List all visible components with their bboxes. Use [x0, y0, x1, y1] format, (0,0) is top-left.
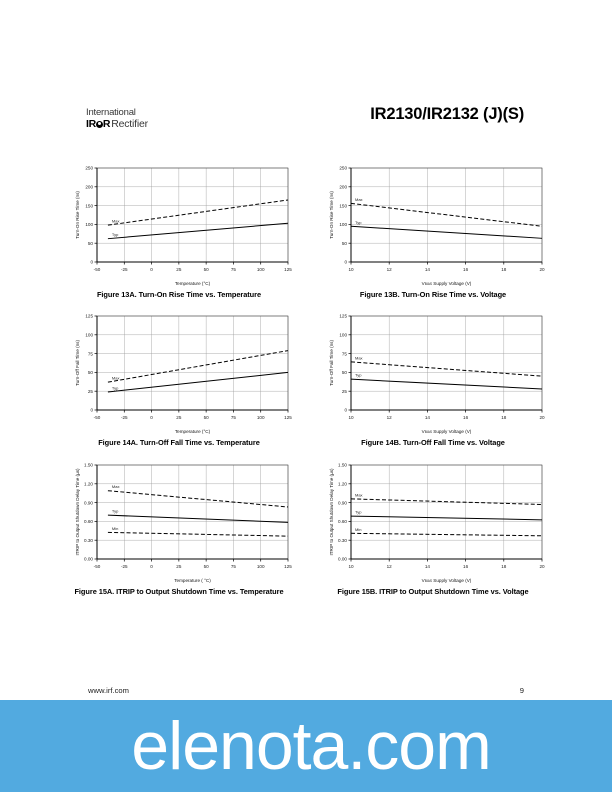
svg-text:Typ: Typ [111, 232, 119, 238]
svg-text:10: 10 [348, 415, 354, 421]
figure-caption: Figure 13A. Turn-On Rise Time vs. Temperature [96, 290, 262, 299]
svg-text:Max: Max [355, 491, 363, 497]
svg-text:Typ: Typ [355, 219, 362, 225]
svg-text:18: 18 [501, 267, 507, 272]
svg-text:0.00: 0.00 [84, 556, 93, 562]
svg-text:50: 50 [87, 240, 93, 246]
svg-text:0.90: 0.90 [84, 499, 93, 505]
svg-text:Typ: Typ [111, 508, 119, 514]
page-title: IR2130/IR2132 (J)(S) [370, 105, 524, 123]
svg-text:Min: Min [111, 525, 119, 531]
svg-text:1.20: 1.20 [338, 481, 347, 486]
footer-page-number: 9 [519, 686, 524, 695]
svg-text:0.60: 0.60 [84, 518, 93, 524]
svg-text:Max: Max [355, 355, 363, 361]
svg-text:75: 75 [230, 267, 236, 272]
svg-text:0: 0 [90, 407, 93, 413]
svg-text:12: 12 [386, 267, 392, 272]
svg-text:125: 125 [284, 563, 292, 569]
watermark-banner [0, 700, 612, 792]
svg-text:0: 0 [90, 259, 93, 265]
svg-text:14: 14 [424, 267, 430, 272]
logo-line-rectifier: Rectifier [111, 117, 148, 130]
svg-text:Temperature (°C): Temperature (°C) [174, 429, 211, 435]
svg-text:-25: -25 [120, 415, 128, 421]
svg-text:Max: Max [111, 375, 120, 381]
svg-text:250: 250 [85, 165, 93, 171]
svg-text:10: 10 [348, 563, 354, 569]
chart-fig13b [317, 160, 549, 288]
svg-text:100: 100 [85, 332, 93, 338]
svg-text:100: 100 [339, 332, 347, 338]
svg-text:25: 25 [176, 563, 182, 569]
figure-row-2 [0, 308, 612, 447]
figure-fig13a [63, 160, 295, 299]
svg-text:150: 150 [85, 203, 93, 209]
svg-text:200: 200 [85, 184, 93, 190]
svg-text:-50: -50 [93, 563, 101, 569]
svg-text:-25: -25 [120, 563, 128, 569]
svg-text:1.50: 1.50 [84, 462, 93, 468]
svg-text:125: 125 [85, 313, 93, 319]
svg-text:Turn-On Rise Time (ns): Turn-On Rise Time (ns) [75, 191, 80, 239]
svg-text:50: 50 [203, 267, 209, 272]
svg-text:ITRIP to Output Shutdown Delay: ITRIP to Output Shutdown Delay Time (µs) [75, 467, 80, 556]
chart-fig14a [63, 308, 295, 436]
svg-text:150: 150 [339, 203, 347, 209]
svg-text:VBIAS Supply Voltage (V): VBIAS Supply Voltage (V) [421, 577, 472, 583]
svg-text:75: 75 [230, 563, 236, 569]
figure-row-1 [0, 160, 612, 299]
chart-fig15a [63, 457, 295, 585]
figure-caption: Figure 15B. ITRIP to Output Shutdown Time vs. Voltage [337, 586, 529, 596]
svg-text:18: 18 [501, 563, 507, 569]
svg-text:50: 50 [341, 240, 347, 246]
figure-caption: Figure 14A. Turn-Off Fall Time vs. Temperature [98, 438, 260, 448]
svg-text:18: 18 [501, 415, 507, 421]
chart-fig14b [317, 308, 549, 436]
svg-text:25: 25 [87, 389, 93, 395]
svg-text:0.60: 0.60 [338, 518, 347, 524]
page-header [0, 100, 612, 140]
svg-text:ITRIP to Output Shutdown Delay: ITRIP to Output Shutdown Delay Time (µs) [329, 467, 334, 556]
svg-text:20: 20 [539, 415, 545, 421]
watermark-text: elenota.com [131, 708, 491, 784]
svg-text:0: 0 [150, 267, 153, 272]
svg-text:20: 20 [539, 563, 545, 569]
svg-text:125: 125 [284, 267, 292, 272]
svg-text:20: 20 [539, 267, 545, 272]
figure-caption: Figure 15A. ITRIP to Output Shutdown Time vs. Temperature [74, 586, 284, 596]
svg-text:50: 50 [203, 415, 209, 421]
svg-text:100: 100 [256, 563, 265, 569]
svg-text:VBIAS Supply Voltage (V): VBIAS Supply Voltage (V) [421, 429, 472, 435]
svg-text:14: 14 [424, 563, 430, 569]
svg-text:10: 10 [348, 267, 354, 272]
svg-text:16: 16 [463, 563, 469, 569]
svg-text:0: 0 [344, 407, 347, 413]
svg-text:50: 50 [341, 370, 347, 376]
figure-caption: Figure 14B. Turn-Off Fall Time vs. Voltage [361, 438, 505, 448]
svg-text:Min: Min [355, 526, 362, 532]
svg-text:75: 75 [230, 415, 236, 421]
svg-text:Typ: Typ [355, 372, 362, 378]
international-rectifier-logo [86, 108, 178, 134]
svg-text:Max: Max [111, 483, 120, 489]
svg-text:75: 75 [341, 351, 347, 357]
svg-text:16: 16 [463, 415, 469, 421]
figure-fig15a [63, 457, 295, 597]
chart-fig15b [317, 457, 549, 585]
svg-text:200: 200 [339, 184, 347, 190]
svg-text:1.50: 1.50 [338, 462, 347, 468]
figures-container [0, 160, 612, 605]
ior-mark: IR R [86, 117, 111, 130]
svg-text:50: 50 [203, 563, 209, 569]
svg-text:25: 25 [176, 415, 182, 421]
svg-text:16: 16 [463, 267, 469, 272]
svg-text:125: 125 [284, 415, 292, 421]
svg-text:Max: Max [355, 196, 363, 202]
logo-line-international: International [86, 107, 136, 118]
svg-text:125: 125 [339, 313, 347, 319]
svg-text:-50: -50 [93, 267, 101, 272]
footer-url[interactable]: www.irf.com [88, 686, 129, 695]
svg-text:75: 75 [87, 351, 93, 357]
svg-text:0.90: 0.90 [338, 499, 347, 505]
svg-text:12: 12 [386, 415, 392, 421]
svg-text:VBIAS Supply Voltage (V): VBIAS Supply Voltage (V) [421, 281, 472, 286]
svg-text:0.30: 0.30 [338, 537, 347, 543]
page-footer [0, 686, 612, 700]
svg-text:0.00: 0.00 [338, 556, 347, 562]
figure-fig14a [63, 308, 295, 447]
svg-text:0: 0 [344, 259, 347, 265]
svg-text:Temperature ( °C): Temperature ( °C) [174, 577, 211, 583]
svg-text:100: 100 [256, 415, 265, 421]
figure-fig13b [317, 160, 549, 299]
svg-text:Typ: Typ [111, 385, 119, 391]
svg-text:0.30: 0.30 [84, 537, 93, 543]
figure-row-3 [0, 457, 612, 597]
svg-text:100: 100 [85, 222, 93, 228]
svg-text:100: 100 [339, 222, 347, 228]
svg-text:0: 0 [150, 563, 153, 569]
svg-text:-50: -50 [93, 415, 101, 421]
figure-fig14b [317, 308, 549, 447]
svg-text:Max: Max [111, 218, 120, 224]
svg-text:12: 12 [386, 563, 392, 569]
logo-dot-icon [96, 121, 103, 128]
svg-text:25: 25 [176, 267, 182, 272]
svg-text:14: 14 [424, 415, 430, 421]
chart-fig13a [63, 160, 295, 288]
svg-text:Typ: Typ [355, 509, 362, 515]
svg-text:Turn-Off Fall Time (ns): Turn-Off Fall Time (ns) [329, 340, 334, 387]
svg-text:Turn-On Rise Time (ns): Turn-On Rise Time (ns) [329, 191, 334, 239]
figure-caption: Figure 13B. Turn-On Rise Time vs. Voltage [359, 290, 507, 299]
svg-text:-25: -25 [120, 267, 128, 272]
svg-text:Turn-Off Fall Time (ns): Turn-Off Fall Time (ns) [75, 340, 80, 387]
svg-text:250: 250 [339, 165, 347, 171]
svg-text:1.20: 1.20 [84, 481, 93, 486]
svg-text:25: 25 [341, 389, 347, 395]
svg-text:50: 50 [87, 370, 93, 376]
svg-text:0: 0 [150, 415, 153, 421]
svg-text:Temperature (°C): Temperature (°C) [174, 281, 211, 286]
svg-text:100: 100 [256, 267, 265, 272]
figure-fig15b [317, 457, 549, 597]
